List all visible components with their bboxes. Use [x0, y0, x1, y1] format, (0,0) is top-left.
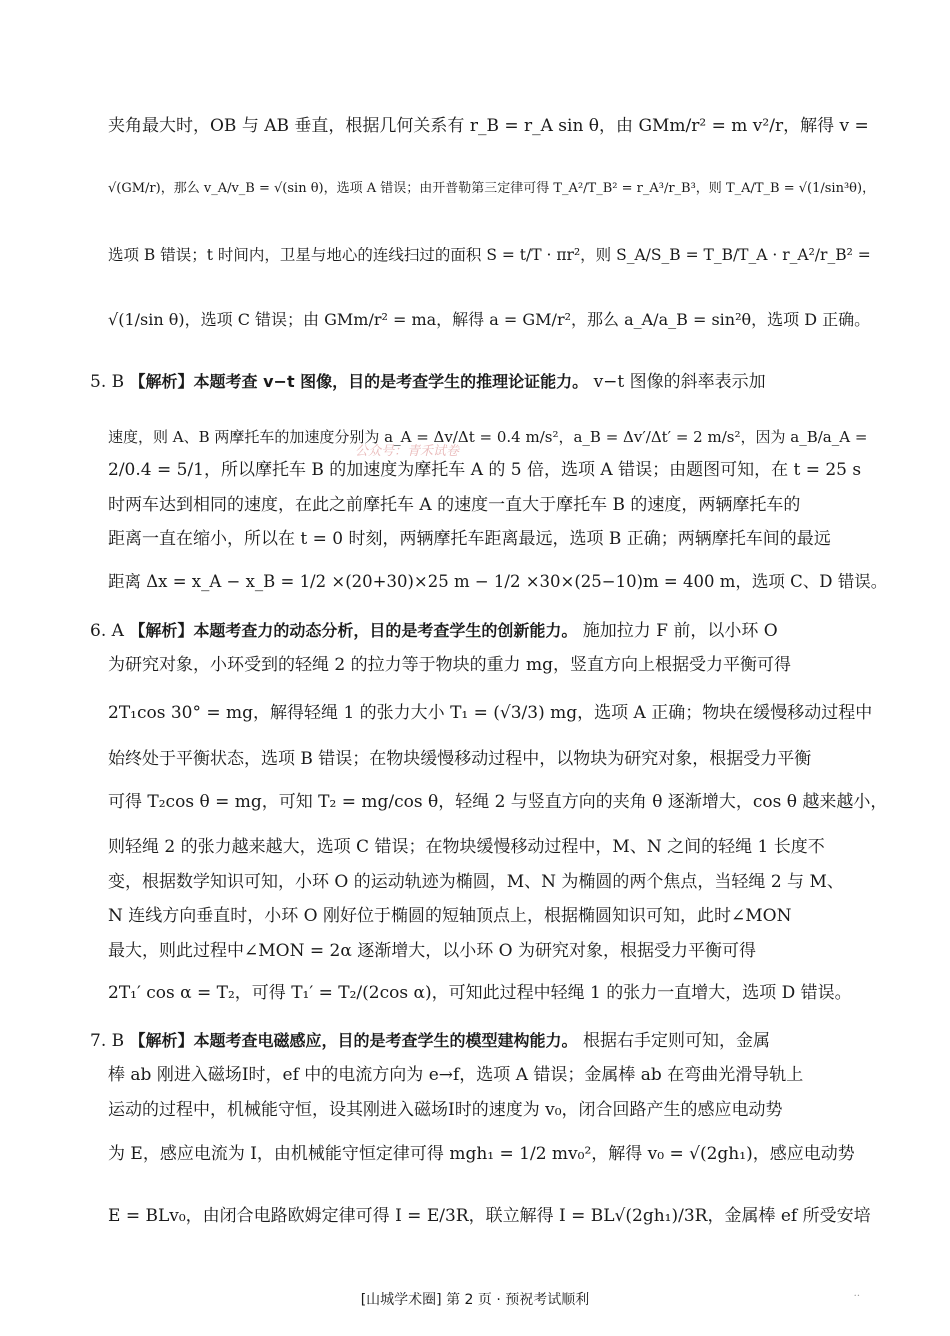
- analysis-tag: 【解析】本题考查力的动态分析，目的是考查学生的创新能力。: [129, 621, 578, 640]
- text-line: 变，根据数学知识可知，小环 O 的运动轨迹为椭圆，M、N 为椭圆的两个焦点，当轻绳 2 与 M、: [108, 872, 844, 892]
- text-line: 速度，则 A、B 两摩托车的加速度分别为 a_A = Δv/Δt = 0.4 m/s²，a_B = Δv′/Δt′ = 2 m/s²，因为 a_B/a_A =: [108, 428, 868, 446]
- text-line: 选项 B 错误；t 时间内，卫星与地心的连线扫过的面积 S = t/T · πr²，则 S_A/S_B = T_B/T_A · r_A²/r_B² =: [108, 246, 871, 264]
- text-line: 2T₁′ cos α = T₂，可得 T₁′ = T₂/(2cos α)，可知此过程中轻绳 1 的张力一直增大，选项 D 错误。: [108, 983, 852, 1003]
- item-6-heading: [90, 623, 778, 640]
- watermark: 公众号：青禾试卷: [355, 444, 460, 459]
- page-footer: [山城学术圈] 第 2 页 · 预祝考试顺利: [360, 1292, 590, 1308]
- item-text: 施加拉力 F 前，以小环 O: [582, 621, 778, 641]
- text-line: N 连线方向垂直时，小环 O 刚好位于椭圆的短轴顶点上，根据椭圆知识可知，此时∠MON: [108, 906, 792, 926]
- item-text: 根据右手定则可知，金属: [582, 1031, 770, 1051]
- text-line: 可得 T₂cos θ = mg，可知 T₂ = mg/cos θ，轻绳 2 与竖直方向的夹角 θ 逐渐增大，cos θ 越来越小，: [108, 792, 888, 812]
- text-line: 夹角最大时，OB 与 AB 垂直，根据几何关系有 r_B = r_A sin θ，由 GMm/r² = m v²/r，解得 v =: [108, 116, 869, 136]
- text-line: 2/0.4 = 5/1，所以摩托车 B 的加速度为摩托车 A 的 5 倍，选项 A 错误；由题图可知，在 t = 25 s: [108, 460, 862, 480]
- text-line: √(GM/r)，那么 v_A/v_B = √(sin θ)，选项 A 错误；由开普勒第三定律可得 T_A²/T_B² = r_A³/r_B³，则 T_A/T_B = √(1/sin³θ)，: [108, 181, 876, 196]
- text-line: 时两车达到相同的速度，在此之前摩托车 A 的速度一直大于摩托车 B 的速度，两辆摩托车的: [108, 495, 801, 515]
- item-number: 6. A: [90, 621, 124, 641]
- text-line: 则轻绳 2 的张力越来越大，选项 C 错误；在物块缓慢移动过程中，M、N 之间的轻绳 1 长度不: [108, 837, 825, 857]
- text-line: 距离 Δx = x_A − x_B = 1/2 ×(20+30)×25 m − 1/2 ×30×(25−10)m = 400 m，选项 C、D 错误。: [108, 572, 888, 591]
- footer-mark: ··: [853, 1291, 860, 1302]
- analysis-tag: 【解析】本题考查 v−t 图像，目的是考查学生的推理论证能力。: [129, 372, 589, 391]
- text-line: E = BLv₀，由闭合电路欧姆定律可得 I = E/3R，联立解得 I = BL√(2gh₁)/3R，金属棒 ef 所受安培: [108, 1206, 871, 1226]
- text-line: 最大，则此过程中∠MON = 2α 逐渐增大，以小环 O 为研究对象，根据受力平衡可得: [108, 941, 756, 961]
- text-line: 2T₁cos 30° = mg，解得轻绳 1 的张力大小 T₁ = (√3/3) mg，选项 A 正确；物块在缓慢移动过程中: [108, 703, 873, 723]
- text-line: 运动的过程中，机械能守恒，设其刚进入磁场Ⅰ时的速度为 v₀，闭合回路产生的感应电动势: [108, 1100, 783, 1120]
- item-7-heading: [90, 1033, 770, 1050]
- analysis-tag: 【解析】本题考查电磁感应，目的是考查学生的模型建构能力。: [129, 1031, 578, 1050]
- text-line: √(1/sin θ)，选项 C 错误；由 GMm/r² = ma，解得 a = GM/r²，那么 a_A/a_B = sin²θ，选项 D 正确。: [108, 310, 871, 329]
- item-5-heading: [90, 374, 766, 391]
- item-number: 7. B: [90, 1031, 125, 1051]
- item-number: 5. B: [90, 372, 125, 392]
- text-line: 棒 ab 刚进入磁场Ⅰ时，ef 中的电流方向为 e→f，选项 A 错误；金属棒 ab 在弯曲光滑导轨上: [108, 1065, 804, 1085]
- text-line: 为 E，感应电流为 I，由机械能守恒定律可得 mgh₁ = 1/2 mv₀²，解得 v₀ = √(2gh₁)，感应电动势: [108, 1144, 855, 1164]
- text-line: 距离一直在缩小，所以在 t = 0 时刻，两辆摩托车距离最远，选项 B 正确；两辆摩托车间的最远: [108, 529, 831, 549]
- item-text: v−t 图像的斜率表示加: [593, 372, 766, 392]
- text-line: 始终处于平衡状态，选项 B 错误；在物块缓慢移动过程中，以物块为研究对象，根据受力平衡: [108, 749, 812, 769]
- text-line: 为研究对象，小环受到的轻绳 2 的拉力等于物块的重力 mg，竖直方向上根据受力平衡可得: [108, 655, 792, 675]
